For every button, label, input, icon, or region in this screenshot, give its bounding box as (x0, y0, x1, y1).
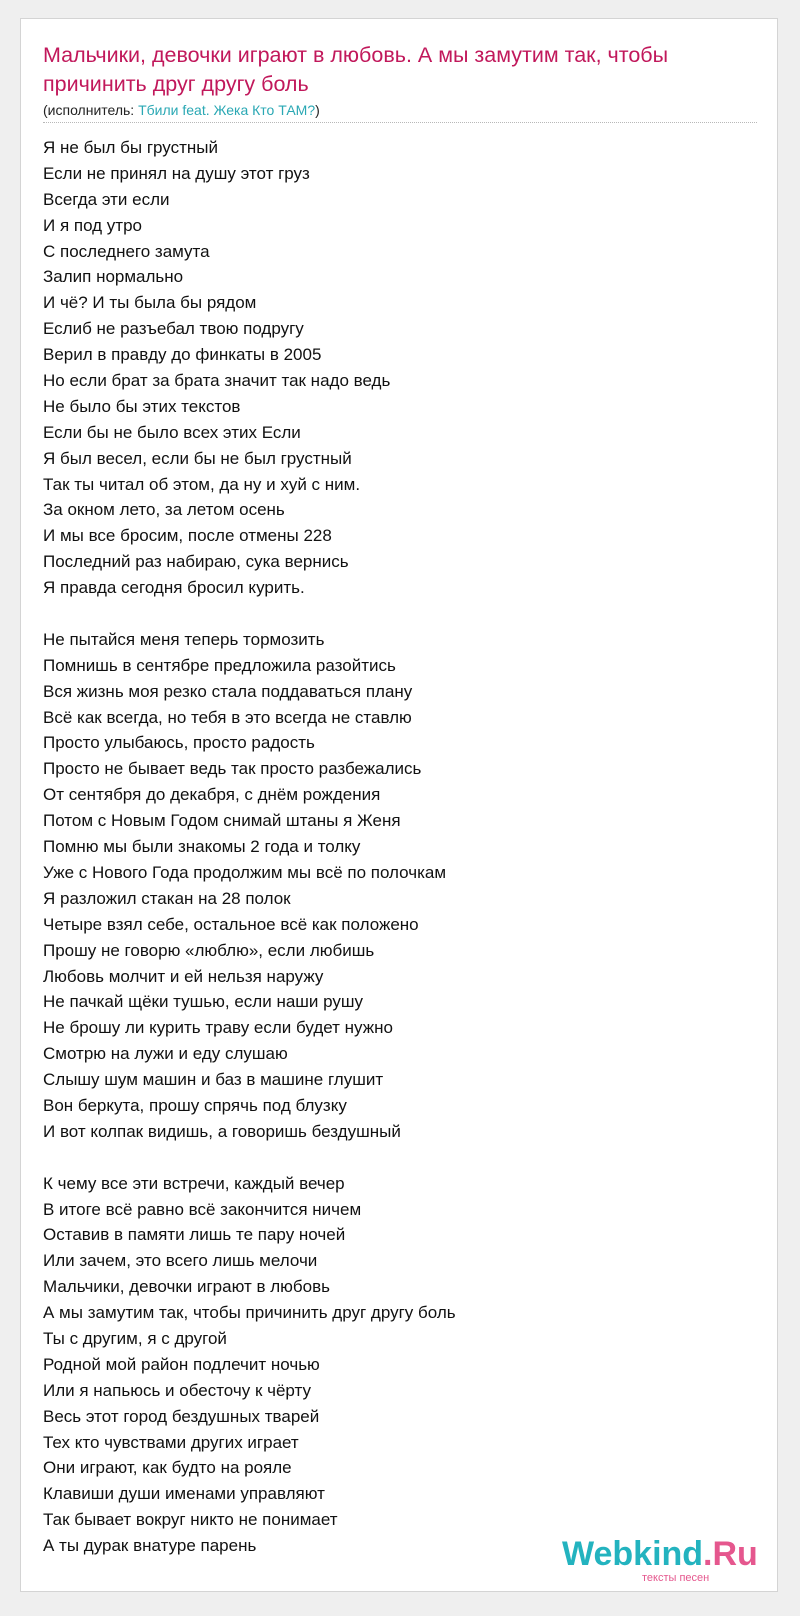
lyric-line: За окном лето, за летом осень (43, 500, 285, 520)
lyric-line: Залип нормально (43, 267, 184, 287)
lyric-line: Ты с другим, я с другой (43, 1328, 227, 1348)
lyric-line: Или я напьюсь и обесточу к чёрту (43, 1380, 311, 1400)
lyric-line: Слышу шум машин и баз в машине глушит (43, 1070, 384, 1090)
lyric-line: Оставив в памяти лишь те пару ночей (43, 1225, 346, 1245)
lyric-line: Родной мой район подлечит ночью (43, 1354, 320, 1374)
lyric-line: Уже с Нового Года продолжим мы всё по полочкам (43, 862, 447, 882)
title-divider (43, 122, 757, 123)
lyric-line: А мы замутим так, чтобы причинить друг другу боль (43, 1303, 456, 1323)
lyric-line: Весь этот город бездушных тварей (43, 1406, 320, 1426)
lyric-line: С последнего замута (43, 241, 210, 261)
lyric-line: Вся жизнь моя резко стала поддаваться плану (43, 681, 413, 701)
lyric-line: Так бывает вокруг никто не понимает (43, 1510, 338, 1530)
lyric-line: Помнишь в сентябре предложила разойтись (43, 655, 396, 675)
performer-suffix: ) (315, 102, 320, 118)
lyric-line: Я был весел, если бы не был грустный (43, 448, 352, 468)
lyric-line: В итоге всё равно всё закончится ничем (43, 1199, 362, 1219)
logo-wordmark (562, 1534, 758, 1574)
lyric-line: И мы все бросим, после отмены 228 (43, 526, 332, 546)
lyric-line: Потом с Новым Годом снимай штаны я Женя (43, 811, 401, 831)
lyric-line: Если бы не было всех этих Если (43, 422, 301, 442)
lyric-line: Просто улыбаюсь, просто радость (43, 733, 315, 753)
lyric-line: Или зачем, это всего лишь мелочи (43, 1251, 318, 1271)
lyric-line: Так ты читал об этом, да ну и хуй с ним. (43, 474, 361, 494)
lyric-line: Смотрю на лужи и еду слушаю (43, 1044, 288, 1064)
lyric-line: А ты дурак внатуре парень (43, 1536, 257, 1556)
lyric-line: К чему все эти встречи, каждый вечер (43, 1173, 345, 1193)
lyric-line: Я разложил стакан на 28 полок (43, 888, 291, 908)
lyric-line: Вон беркута, прошу спрячь под блузку (43, 1095, 347, 1115)
lyric-line: И чё? И ты была бы рядом (43, 293, 257, 313)
logo-suffix-text: .Ru (703, 1535, 758, 1573)
lyric-line: Я правда сегодня бросил курить. (43, 578, 305, 598)
artist-link[interactable]: Тбили feat. Жека Кто ТАМ? (138, 102, 316, 118)
lyric-line: Не было бы этих текстов (43, 396, 241, 416)
lyric-line: Мальчики, девочки играют в любовь (43, 1277, 330, 1297)
lyric-line: Не брошу ли курить траву если будет нужно (43, 1018, 393, 1038)
lyric-line: Но если брат за брата значит так надо ведь (43, 371, 391, 391)
lyric-line: Клавиши души именами управляют (43, 1484, 325, 1504)
logo-tagline: тексты песен (642, 1572, 710, 1584)
lyric-line: Верил в правду до финкаты в 2005 (43, 345, 322, 365)
lyric-line: Помню мы были знакомы 2 года и толку (43, 837, 361, 857)
lyric-line: Я не был бы грустный (43, 138, 219, 157)
lyric-line: Не пытайся меня теперь тормозить (43, 629, 325, 649)
lyric-line: Тех кто чувствами других играет (43, 1432, 299, 1452)
logo-main-text: Webkind (562, 1535, 704, 1573)
lyric-line: Если не принял на душу этот груз (43, 163, 310, 183)
lyric-line: Последний раз набираю, сука вернись (43, 552, 349, 572)
performer-line (43, 101, 320, 119)
lyric-line: Не пачкай щёки тушью, если наши рушу (43, 992, 364, 1012)
lyrics-body (43, 135, 763, 1559)
lyric-line: Еслиб не разъебал твою подругу (43, 319, 304, 339)
lyric-line: Просто не бывает ведь так просто разбежались (43, 759, 422, 779)
stanza-gap (43, 1145, 763, 1171)
lyric-line: Четыре взял себе, остальное всё как положено (43, 914, 419, 934)
lyric-line: Всегда эти если (43, 189, 170, 209)
lyric-line: От сентября до декабря, с днём рождения (43, 785, 381, 805)
lyrics-card (20, 18, 778, 1592)
lyric-line: Прошу не говорю «люблю», если любишь (43, 940, 375, 960)
lyric-line: И вот колпак видишь, а говоришь бездушный (43, 1121, 401, 1141)
webkind-logo (562, 1534, 772, 1590)
performer-prefix: (исполнитель: (43, 102, 139, 118)
lyric-line: Они играют, как будто на рояле (43, 1458, 292, 1478)
lyric-line: Всё как всегда, но тебя в это всегда не ставлю (43, 707, 412, 727)
stanza-gap (43, 601, 763, 627)
song-title: Мальчики, девочки играют в любовь. А мы замутим так, чтобы причинить друг другу боль (43, 43, 669, 96)
lyric-line: Любовь молчит и ей нельзя наружу (43, 966, 324, 986)
lyric-line: И я под утро (43, 215, 142, 235)
